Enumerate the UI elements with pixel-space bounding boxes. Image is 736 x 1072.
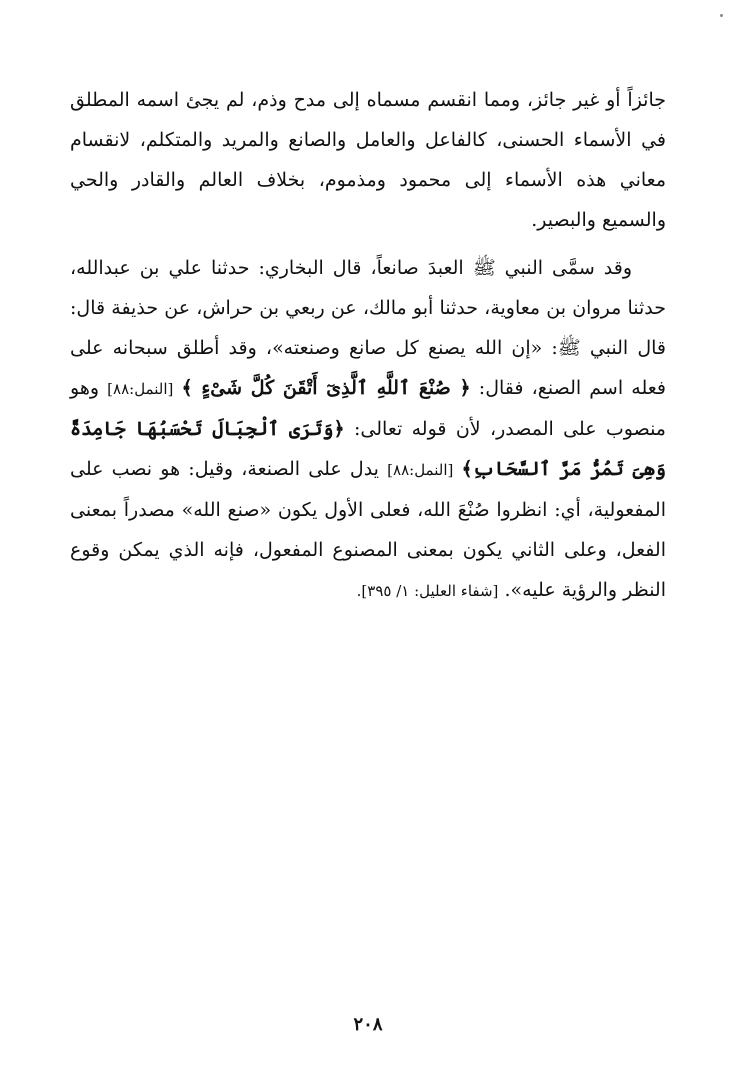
verse-reference-1: [النمل:٨٨] <box>107 380 174 398</box>
source-citation: [شفاء العليل: ١/ ٣٩٥]. <box>356 582 499 600</box>
paragraph-2-text-3: وهو منصوب على المصدر، لأن قوله تعالى: <box>70 377 666 440</box>
paragraph-1-text: جائزاً أو غير جائز، ومما انقسم مسماه إلى مدح وذم، لم يجئ اسمه المطلق في الأسماء الحسنى، كالفاعل والعامل والصانع والمريد والمتكلم، لانقسام معاني هذه الأسماء إلى محمود ومذموم، بخلاف العالم والقادر والحي والسميع والبصير. <box>70 89 666 231</box>
paragraph-2 <box>70 248 666 611</box>
paragraph-2-text-1: وقد سمَّى النبي ﷺ العبدَ صانعاً، قال البخاري: حدثنا علي بن عبدالله، حدثنا مروان بن معاوية، حدثنا أبو مالك، عن ربعي بن حراش، عن حذيفة قال: قال النبي ﷺ: <box>70 257 666 359</box>
paragraph-2-text-4: يدل على الصنعة، وقيل: هو نصب على المفعولية، أي: انظروا صُنْعَ الله، فعلى الأول يكون «صنع الله» مصدراً بمعنى الفعل، وعلى الثاني يكون بمعنى المصنوع المفعول، فإنه الذي يمكن وقوع النظر والرؤية عليه». <box>70 458 666 601</box>
quran-verse-1: ﴿ صُنْعَ ٱللَّهِ ٱلَّذِىٓ أَتْقَنَ كُلَّ شَىْءٍ ﴾ <box>181 377 471 399</box>
page-number: ٢٠٨ <box>353 1014 383 1035</box>
quran-verse-2: ﴿وَتَرَى ٱلْجِبَالَ تَحْسَبُهَا جَامِدَةً وَهِىَ تَمُرُّ مَرَّ ٱلسَّحَابِ﴾ <box>70 418 666 480</box>
paragraph-2-text-2: ، وقد أطلق سبحانه على فعله اسم الصنع، فقال: <box>70 337 666 399</box>
hadith-quote: «إن الله يصنع كل صانع وصنعته» <box>272 337 543 359</box>
paragraph-1 <box>70 80 666 240</box>
main-text <box>70 80 666 611</box>
scan-speck <box>720 14 723 17</box>
verse-reference-2: [النمل:٨٨] <box>387 461 454 479</box>
